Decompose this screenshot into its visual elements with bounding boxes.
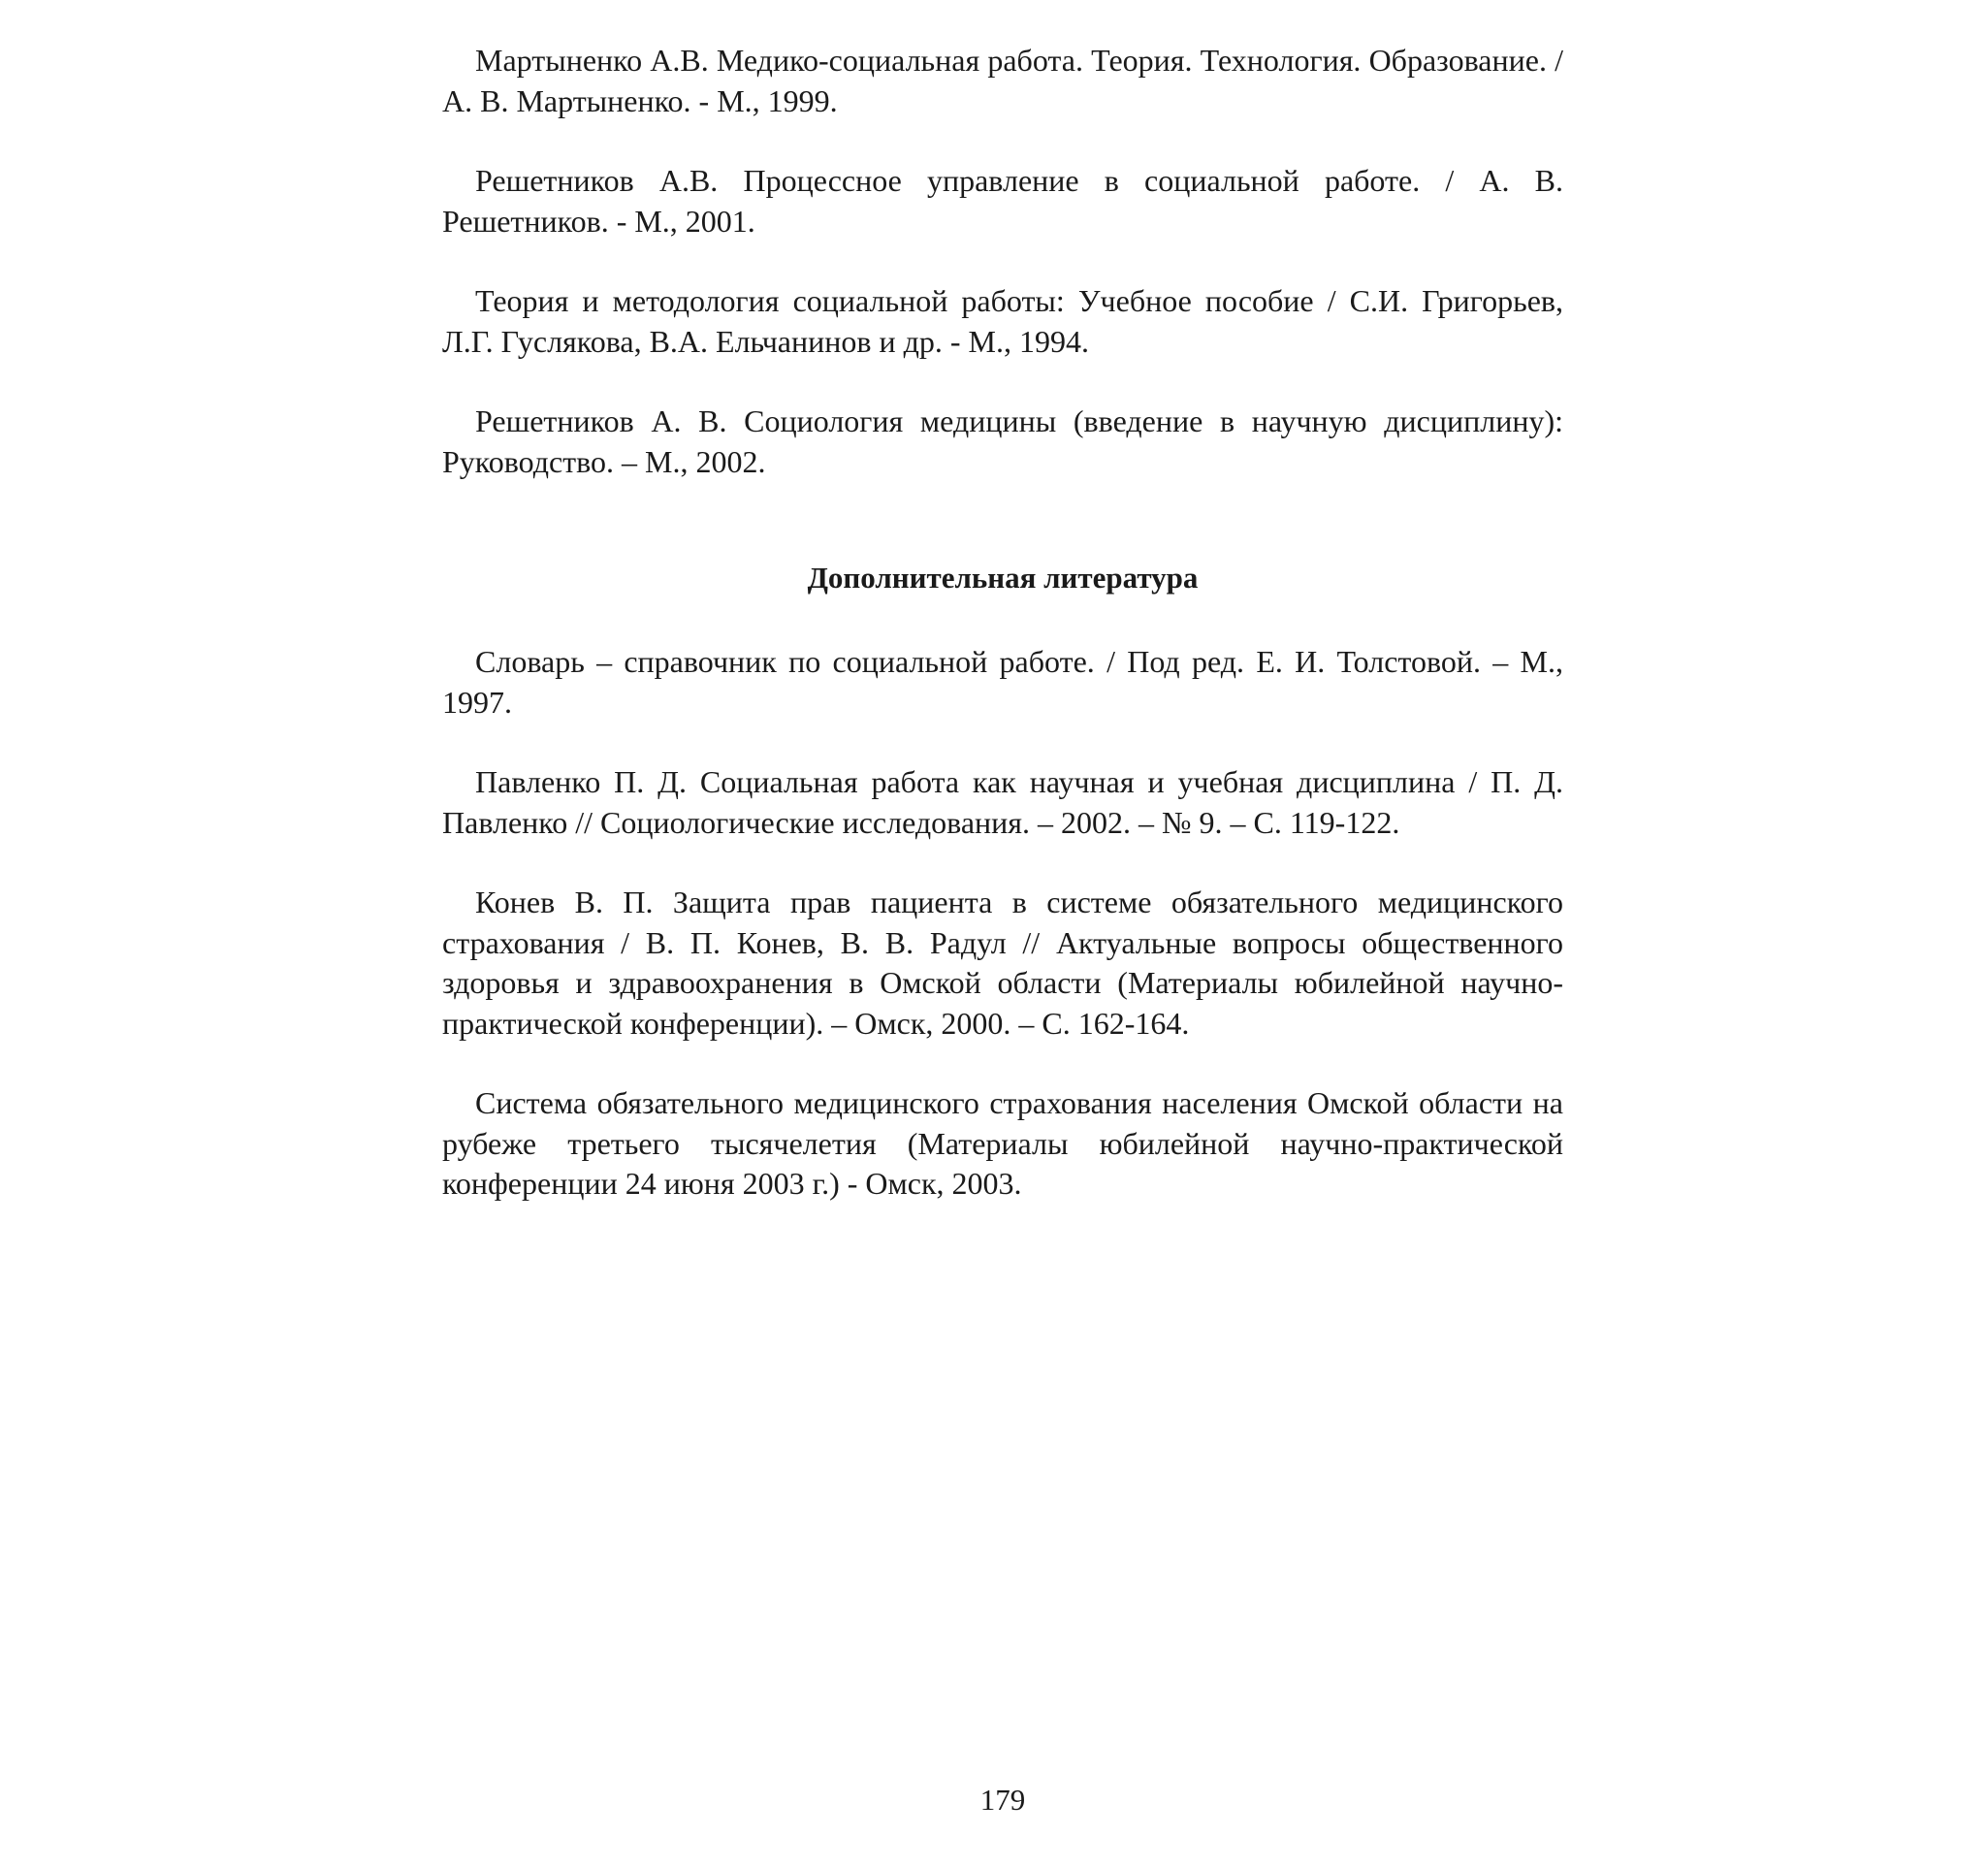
reference-entry: Теория и методология социальной работы: Учебное пособие / С.И. Григорьев, Л.Г. Гуслякова, В.А. Ельчанинов и др. - М., 1994. [442,283,1563,359]
main-reference-list [442,41,1563,522]
section-heading: Дополнительная литература [807,561,1199,595]
reference-entry: Мартыненко А.В. Медико-социальная работа. Теория. Технология. Образование. / А. В. Мартыненко. - М., 1999. [442,43,1563,118]
additional-reference-list [442,642,1563,1244]
reference-entry: Система обязательного медицинского страхования населения Омской области на рубеже третьего тысячелетия (Материалы юбилейной научно-практической конференции 24 июня 2003 г.) - Омск, 2003. [442,1085,1563,1201]
reference-entry: Решетников А. В. Социология медицины (введение в научную дисциплину): Руководство. – М., 2002. [442,403,1563,479]
reference-entry: Конев В. П. Защита прав пациента в системе обязательного медицинского страхования / В. П. Конев, В. В. Радул // Актуальные вопросы общественного здоровья и здравоохранения в Омской области (Материалы юбилейной научно-практической конференции). – Омск, 2000. – С. 162-164. [442,885,1563,1041]
reference-entry: Словарь – справочник по социальной работе. / Под ред. Е. И. Толстовой. – М., 1997. [442,644,1563,720]
reference-entry: Решетников А.В. Процессное управление в социальной работе. / А. В. Решетников. - М., 2001. [442,163,1563,239]
reference-entry: Павленко П. Д. Социальная работа как научная и учебная дисциплина / П. Д. Павленко // Социологические исследования. – 2002. – № 9. – С. 119-122. [442,764,1563,840]
document-page [442,0,1563,1867]
page-number: 179 [979,1783,1026,1817]
